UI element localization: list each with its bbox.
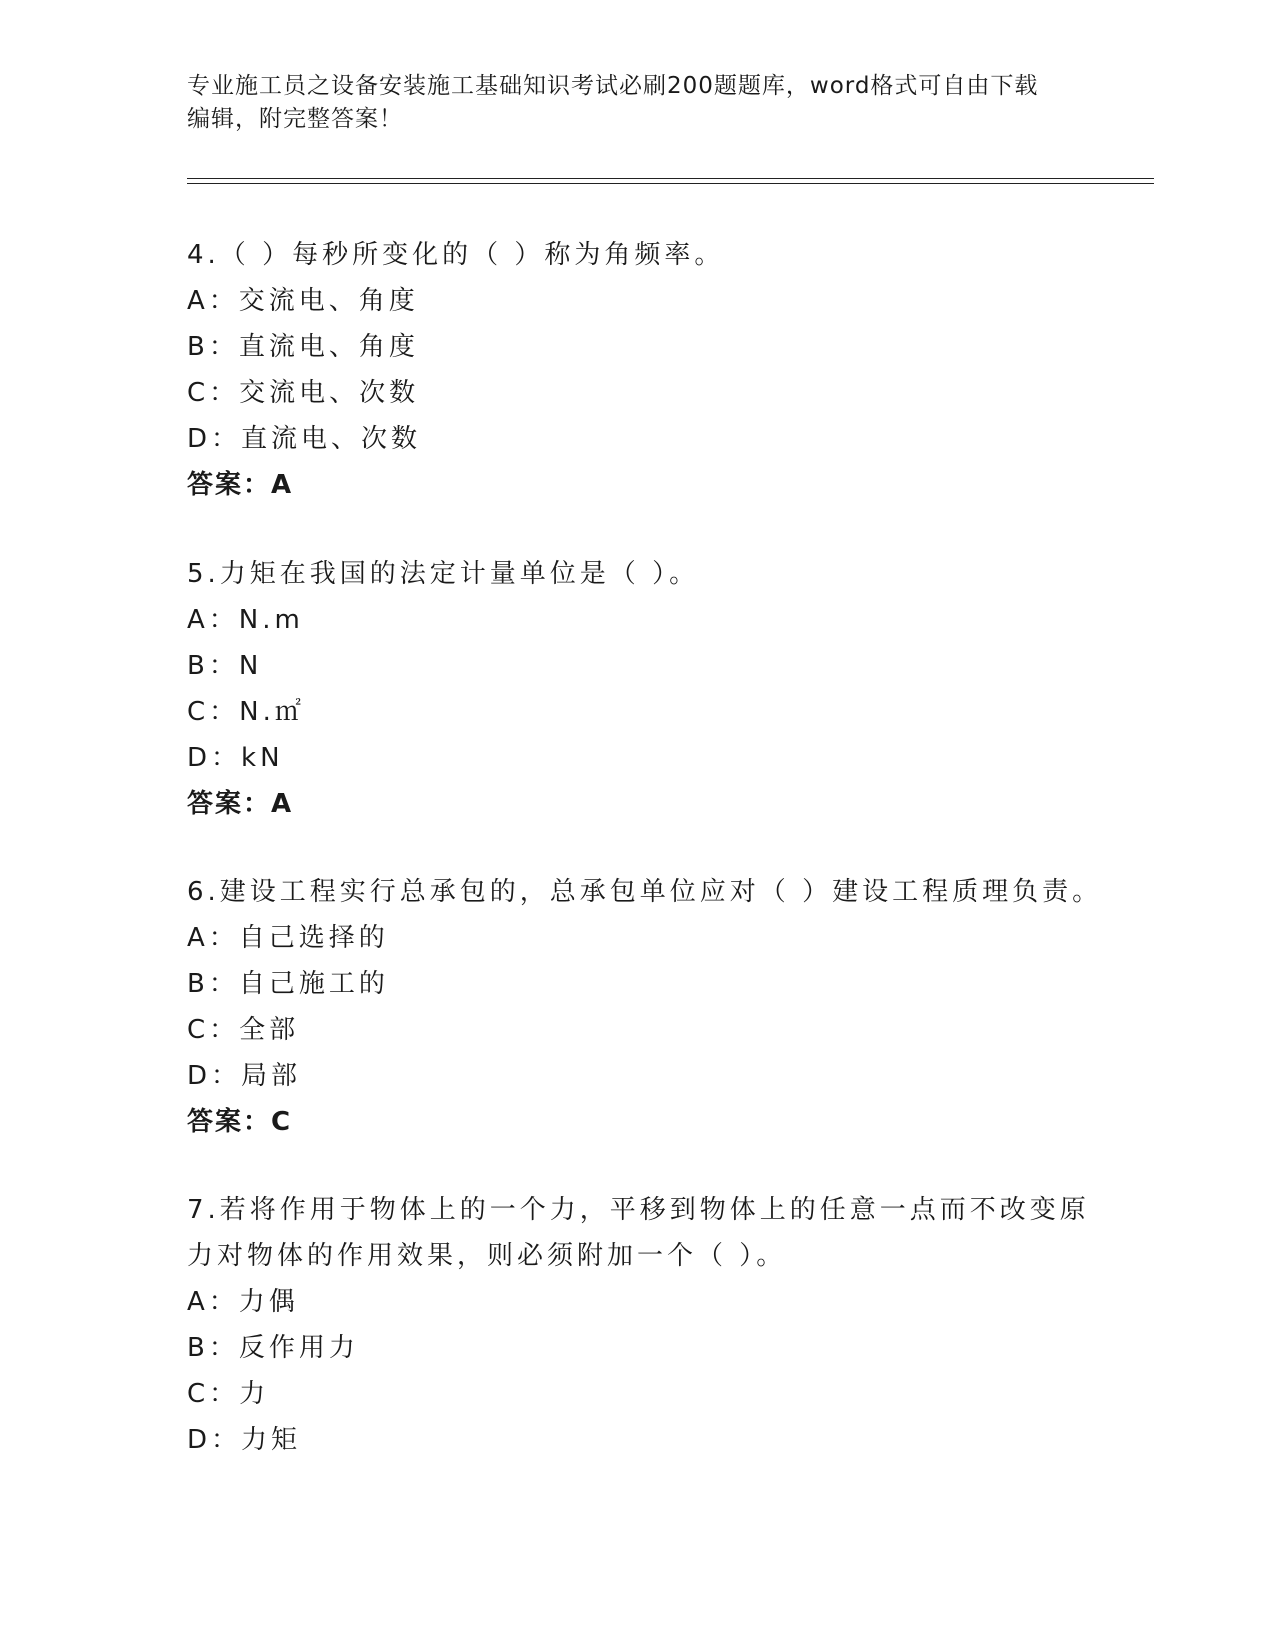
option-c: C：力 bbox=[187, 1379, 270, 1409]
header-divider-bottom bbox=[187, 183, 1154, 184]
question-stem: 5.力矩在我国的法定计量单位是（ ）。 bbox=[187, 559, 700, 589]
option-b: B：N bbox=[187, 651, 263, 681]
question-7 bbox=[187, 1187, 1090, 1463]
answer-label: 答案：C bbox=[187, 1107, 293, 1137]
header-title-line-2: 编辑，附完整答案！ bbox=[187, 106, 403, 132]
question-5 bbox=[187, 551, 1087, 827]
answer-label: 答案：A bbox=[187, 789, 294, 819]
option-a: A：N.m bbox=[187, 605, 304, 635]
option-c: C：N.㎡ bbox=[187, 697, 305, 727]
option-b: B：自己施工的 bbox=[187, 969, 389, 999]
option-d: D：局部 bbox=[187, 1061, 302, 1091]
option-a: A：自己选择的 bbox=[187, 923, 389, 953]
question-stem-line-2: 力对物体的作用效果，则必须附加一个（ ）。 bbox=[187, 1241, 787, 1271]
question-stem: 4.（ ）每秒所变化的（ ）称为角频率。 bbox=[187, 240, 725, 270]
option-b: B：反作用力 bbox=[187, 1333, 359, 1363]
question-stem-line-1: 7.若将作用于物体上的一个力，平移到物体上的任意一点而不改变原 bbox=[187, 1195, 1090, 1225]
option-b: B：直流电、角度 bbox=[187, 332, 419, 362]
option-d: D：直流电、次数 bbox=[187, 424, 422, 454]
header-title-line-1: 专业施工员之设备安装施工基础知识考试必刷200题题库，word格式可自由下载 bbox=[187, 73, 1039, 99]
answer-label: 答案：A bbox=[187, 470, 294, 500]
option-c: C：全部 bbox=[187, 1015, 300, 1045]
option-d: D：kN bbox=[187, 743, 284, 773]
option-a: A：交流电、角度 bbox=[187, 286, 419, 316]
option-c: C：交流电、次数 bbox=[187, 378, 420, 408]
document-header bbox=[187, 70, 1067, 136]
header-divider-top bbox=[187, 178, 1154, 179]
question-4 bbox=[187, 232, 1087, 508]
option-d: D：力矩 bbox=[187, 1425, 302, 1455]
question-stem: 6.建设工程实行总承包的，总承包单位应对（ ）建设工程质理负责。 bbox=[187, 877, 1103, 907]
question-6 bbox=[187, 869, 1103, 1145]
option-a: A：力偶 bbox=[187, 1287, 299, 1317]
